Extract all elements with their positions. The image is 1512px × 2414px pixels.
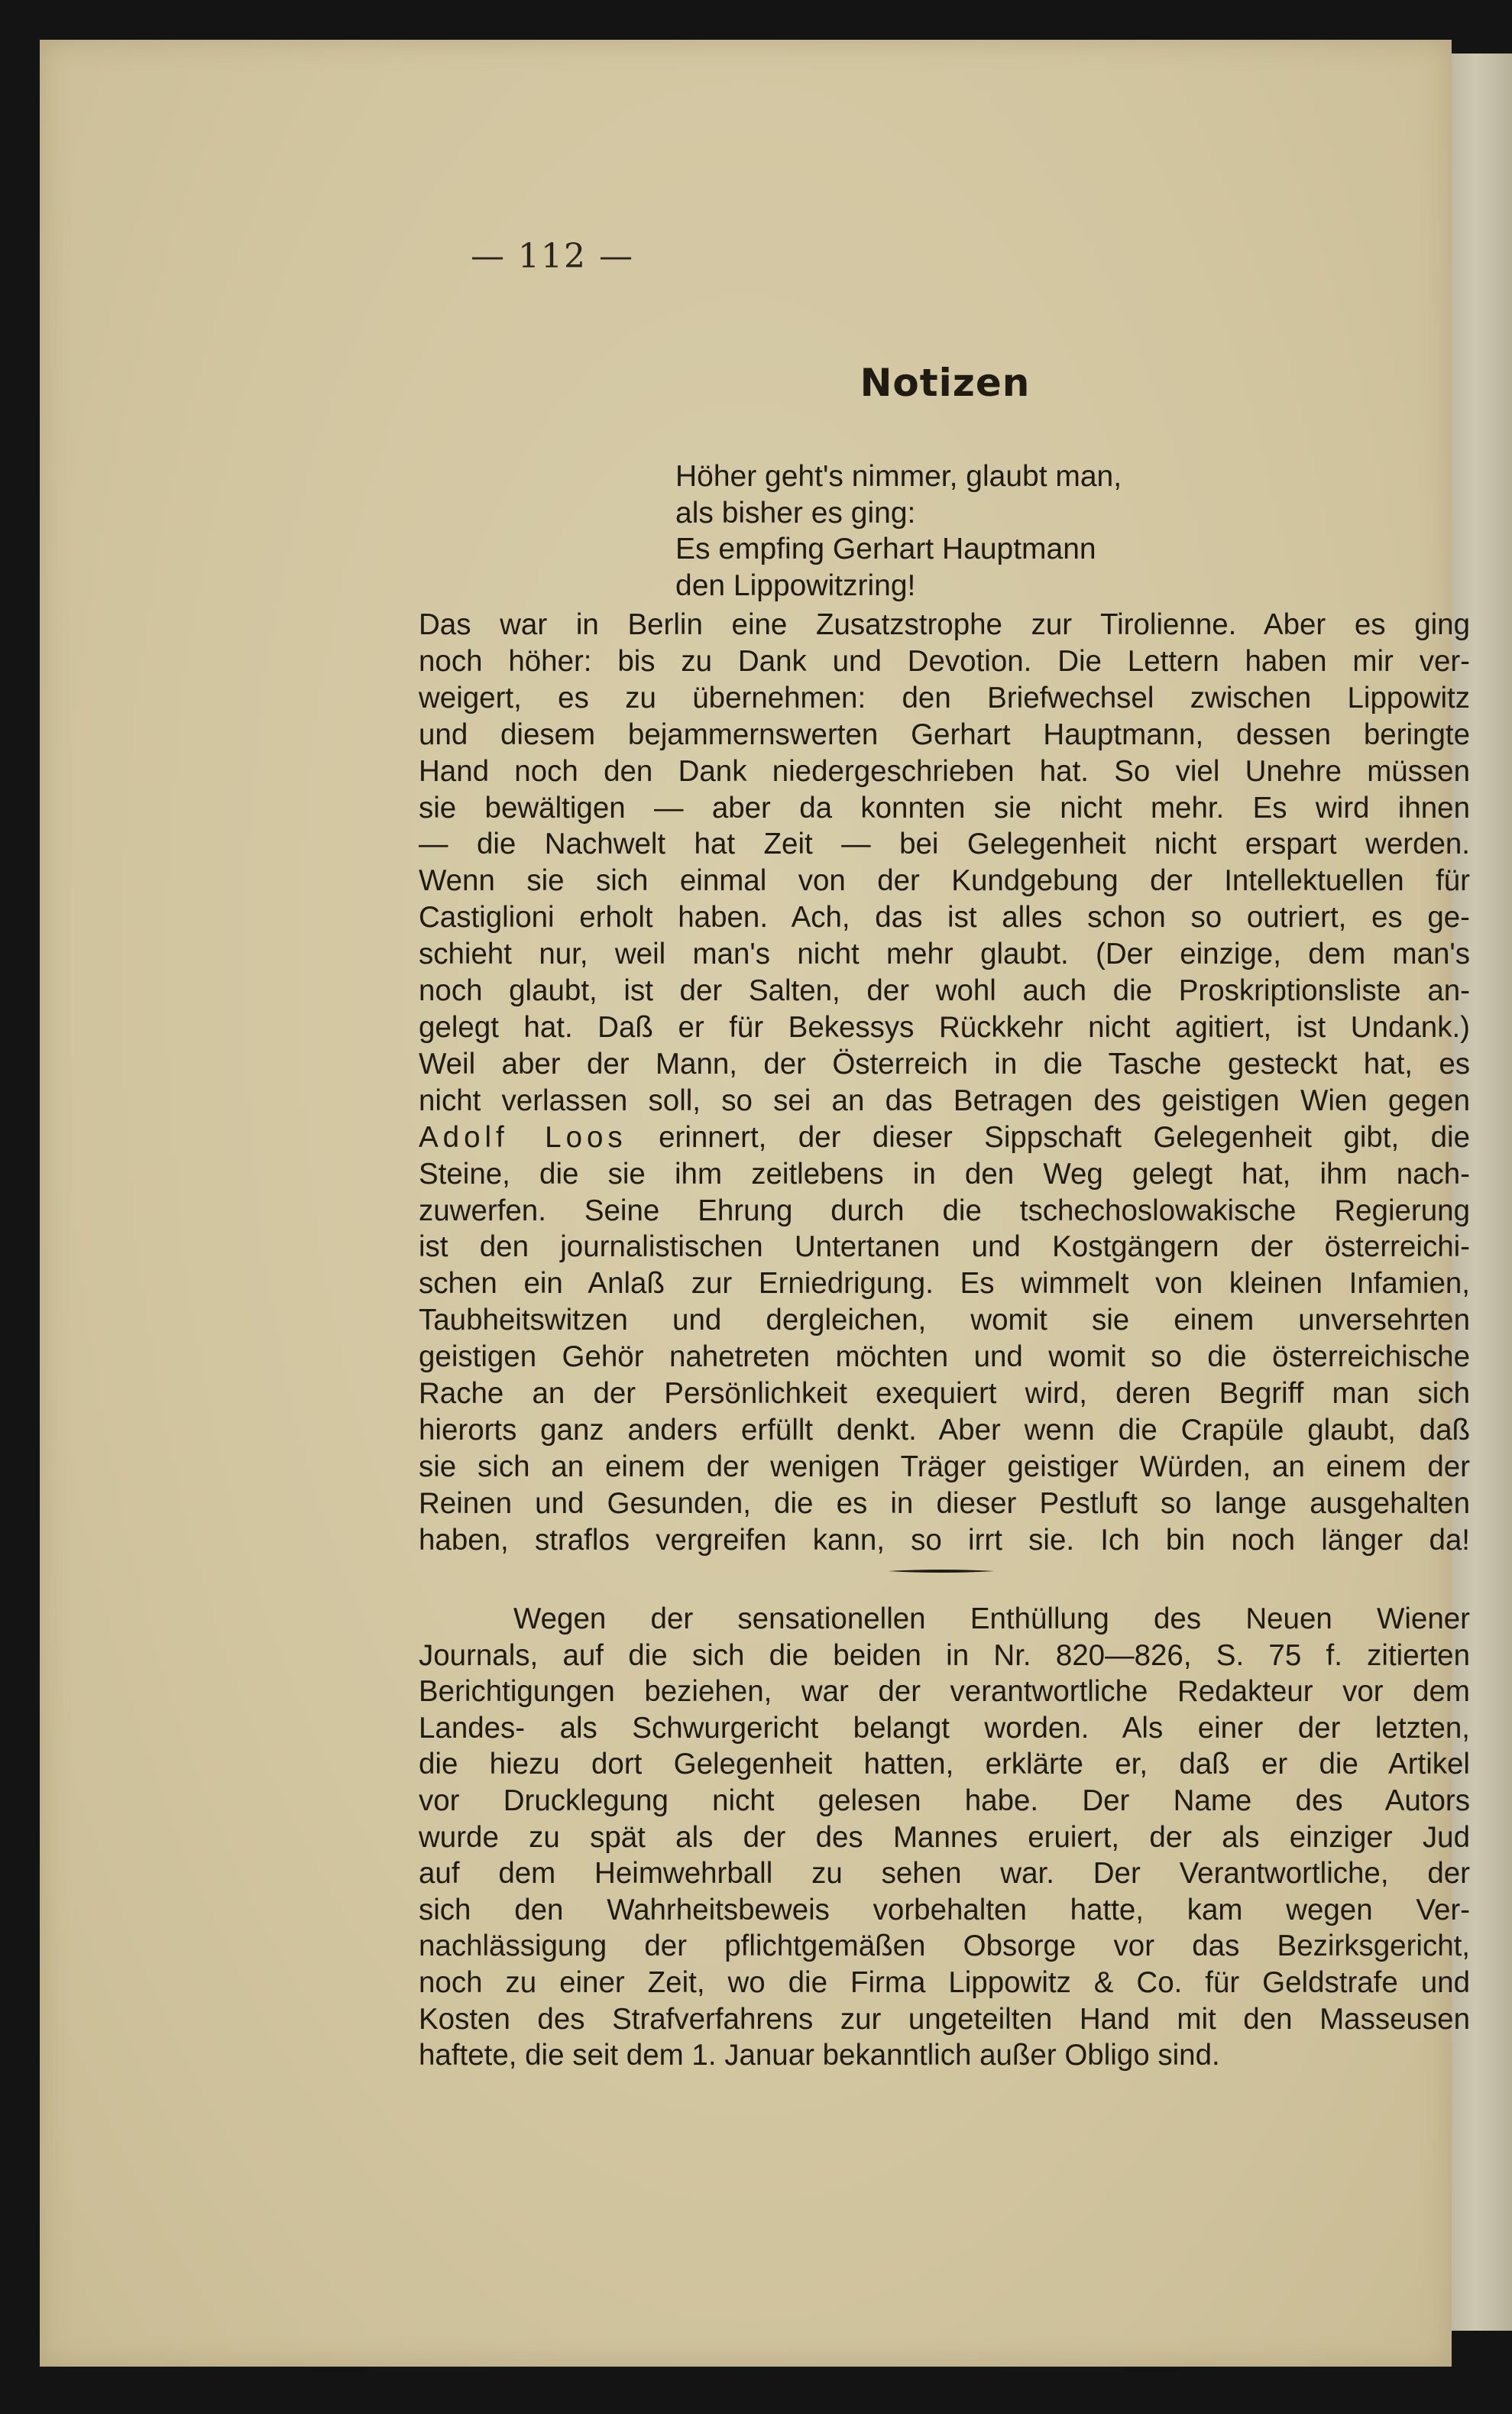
text-line: Taubheitswitzen und dergleichen, womit sie einem unversehrten — [419, 1304, 1470, 1337]
paragraph-lawsuit — [419, 1601, 1470, 2074]
poem-line: Höher geht's nimmer, glaubt man, — [675, 460, 1122, 493]
text-line: ist den journalistischen Untertanen und Kostgängern der österreichi- — [419, 1230, 1470, 1264]
text-line: Kosten des Strafverfahrens zur ungeteilten Hand mit den Masseusen — [419, 2002, 1470, 2036]
emphasized-name: Adolf Loos — [419, 1120, 627, 1154]
text-line: Das war in Berlin eine Zusatzstrophe zur Tirolienne. Aber es ging — [419, 608, 1470, 641]
poem-line: den Lippowitzring! — [675, 569, 916, 602]
paragraph-notes — [419, 607, 1470, 1559]
text-line: sich den Wahrheitsbeweis vorbehalten hatte, kam wegen Ver- — [419, 1893, 1470, 1926]
text-line: vor Drucklegung nicht gelesen habe. Der Name des Autors — [419, 1784, 1470, 1817]
text-line: Wenn sie sich einmal von der Kundgebung der Intellektuellen für — [419, 864, 1470, 898]
page-title: Notizen — [860, 361, 1031, 405]
text-line: Rache an der Persönlichkeit exequiert wird, deren Begriff man sich — [419, 1377, 1470, 1411]
text-line: Weil aber der Mann, der Österreich in die Tasche gesteckt hat, es — [419, 1047, 1470, 1081]
text-line: geistigen Gehör nahetreten möchten und womit so die österreichische — [419, 1340, 1470, 1374]
text-line: schen ein Anlaß zur Erniedrigung. Es wimmelt von kleinen Infamien, — [419, 1267, 1470, 1301]
text-line: nicht verlassen soll, so sei an das Betragen des geistigen Wien gegen — [419, 1084, 1470, 1117]
text-line: sie bewältigen — aber da konnten sie nicht mehr. Es wird ihnen — [419, 791, 1470, 825]
text-line: sie sich an einem der wenigen Träger geistiger Würden, an einem der — [419, 1450, 1470, 1483]
text-line: Hand noch den Dank niedergeschrieben hat. So viel Unehre müssen — [419, 754, 1470, 788]
text-line: noch glaubt, ist der Salten, der wohl auch die Proskriptionsliste an- — [419, 974, 1470, 1008]
text-line: schieht nur, weil man's nicht mehr glaubt. (Der einzige, dem man's — [419, 938, 1470, 971]
text-line: nachlässigung der pflichtgemäßen Obsorge vor das Bezirksgericht, — [419, 1930, 1470, 1963]
text-line: weigert, es zu übernehmen: den Briefwechsel zwischen Lippowitz — [419, 681, 1470, 714]
text-line: Adolf Loos erinnert, der dieser Sippschaft Gelegenheit gibt, die — [419, 1120, 1470, 1154]
section-divider — [888, 1568, 995, 1574]
text-line: Landes- als Schwurgericht belangt worden. Als einer der letzten, — [419, 1711, 1470, 1745]
poem-stanza — [675, 458, 1363, 604]
text-line: Castiglioni erholt haben. Ach, das ist alles schon so outriert, es ge- — [419, 901, 1470, 935]
text-line: zuwerfen. Seine Ehrung durch die tschechoslowakische Regierung — [419, 1194, 1470, 1227]
text-line: haftete, die seit dem 1. Januar bekanntlich außer Obligo sind. — [419, 2039, 1220, 2072]
poem-line: Es empfing Gerhart Hauptmann — [675, 533, 1096, 565]
text-line: die hiezu dort Gelegenheit hatten, erklärte er, daß er die Artikel — [419, 1748, 1470, 1781]
text-line: — die Nachwelt hat Zeit — bei Gelegenheit nicht erspart werden. — [419, 828, 1470, 861]
text-line: hierorts ganz anders erfüllt denkt. Aber wenn die Crapüle glaubt, daß — [419, 1413, 1470, 1447]
text-line: Journals, auf die sich die beiden in Nr. 820—826, S. 75 f. zitierten — [419, 1638, 1470, 1672]
page-number: — 112 — — [471, 237, 634, 276]
text-line: auf dem Heimwehrball zu sehen war. Der Verantwortliche, der — [419, 1857, 1470, 1891]
poem-line: als bisher es ging: — [675, 496, 916, 530]
text-line: Steine, die sie ihm zeitlebens in den Weg gelegt hat, ihm nach- — [419, 1157, 1470, 1191]
text-line: noch höher: bis zu Dank und Devotion. Die Lettern haben mir ver- — [419, 644, 1470, 678]
document-page — [40, 40, 1470, 2367]
text-line: Wegen der sensationellen Enthüllung des Neuen Wiener — [513, 1602, 1470, 1635]
text-line: noch zu einer Zeit, wo die Firma Lippowitz & Co. für Geldstrafe und — [419, 1965, 1470, 1999]
text-line: wurde zu spät als der des Mannes eruiert, der als einziger Jud — [419, 1820, 1470, 1854]
text-line: gelegt hat. Daß er für Bekessys Rückkehr nicht agitiert, ist Undank.) — [419, 1010, 1470, 1044]
text-line: haben, straflos vergreifen kann, so irrt sie. Ich bin noch länger da! — [419, 1523, 1470, 1557]
text-line: Berichtigungen beziehen, war der verantwortliche Redakteur vor dem — [419, 1675, 1470, 1709]
text-line: und diesem bejammernswerten Gerhart Hauptmann, dessen beringte — [419, 718, 1470, 751]
text-line: Reinen und Gesunden, die es in dieser Pestluft so lange ausgehalten — [419, 1486, 1470, 1520]
